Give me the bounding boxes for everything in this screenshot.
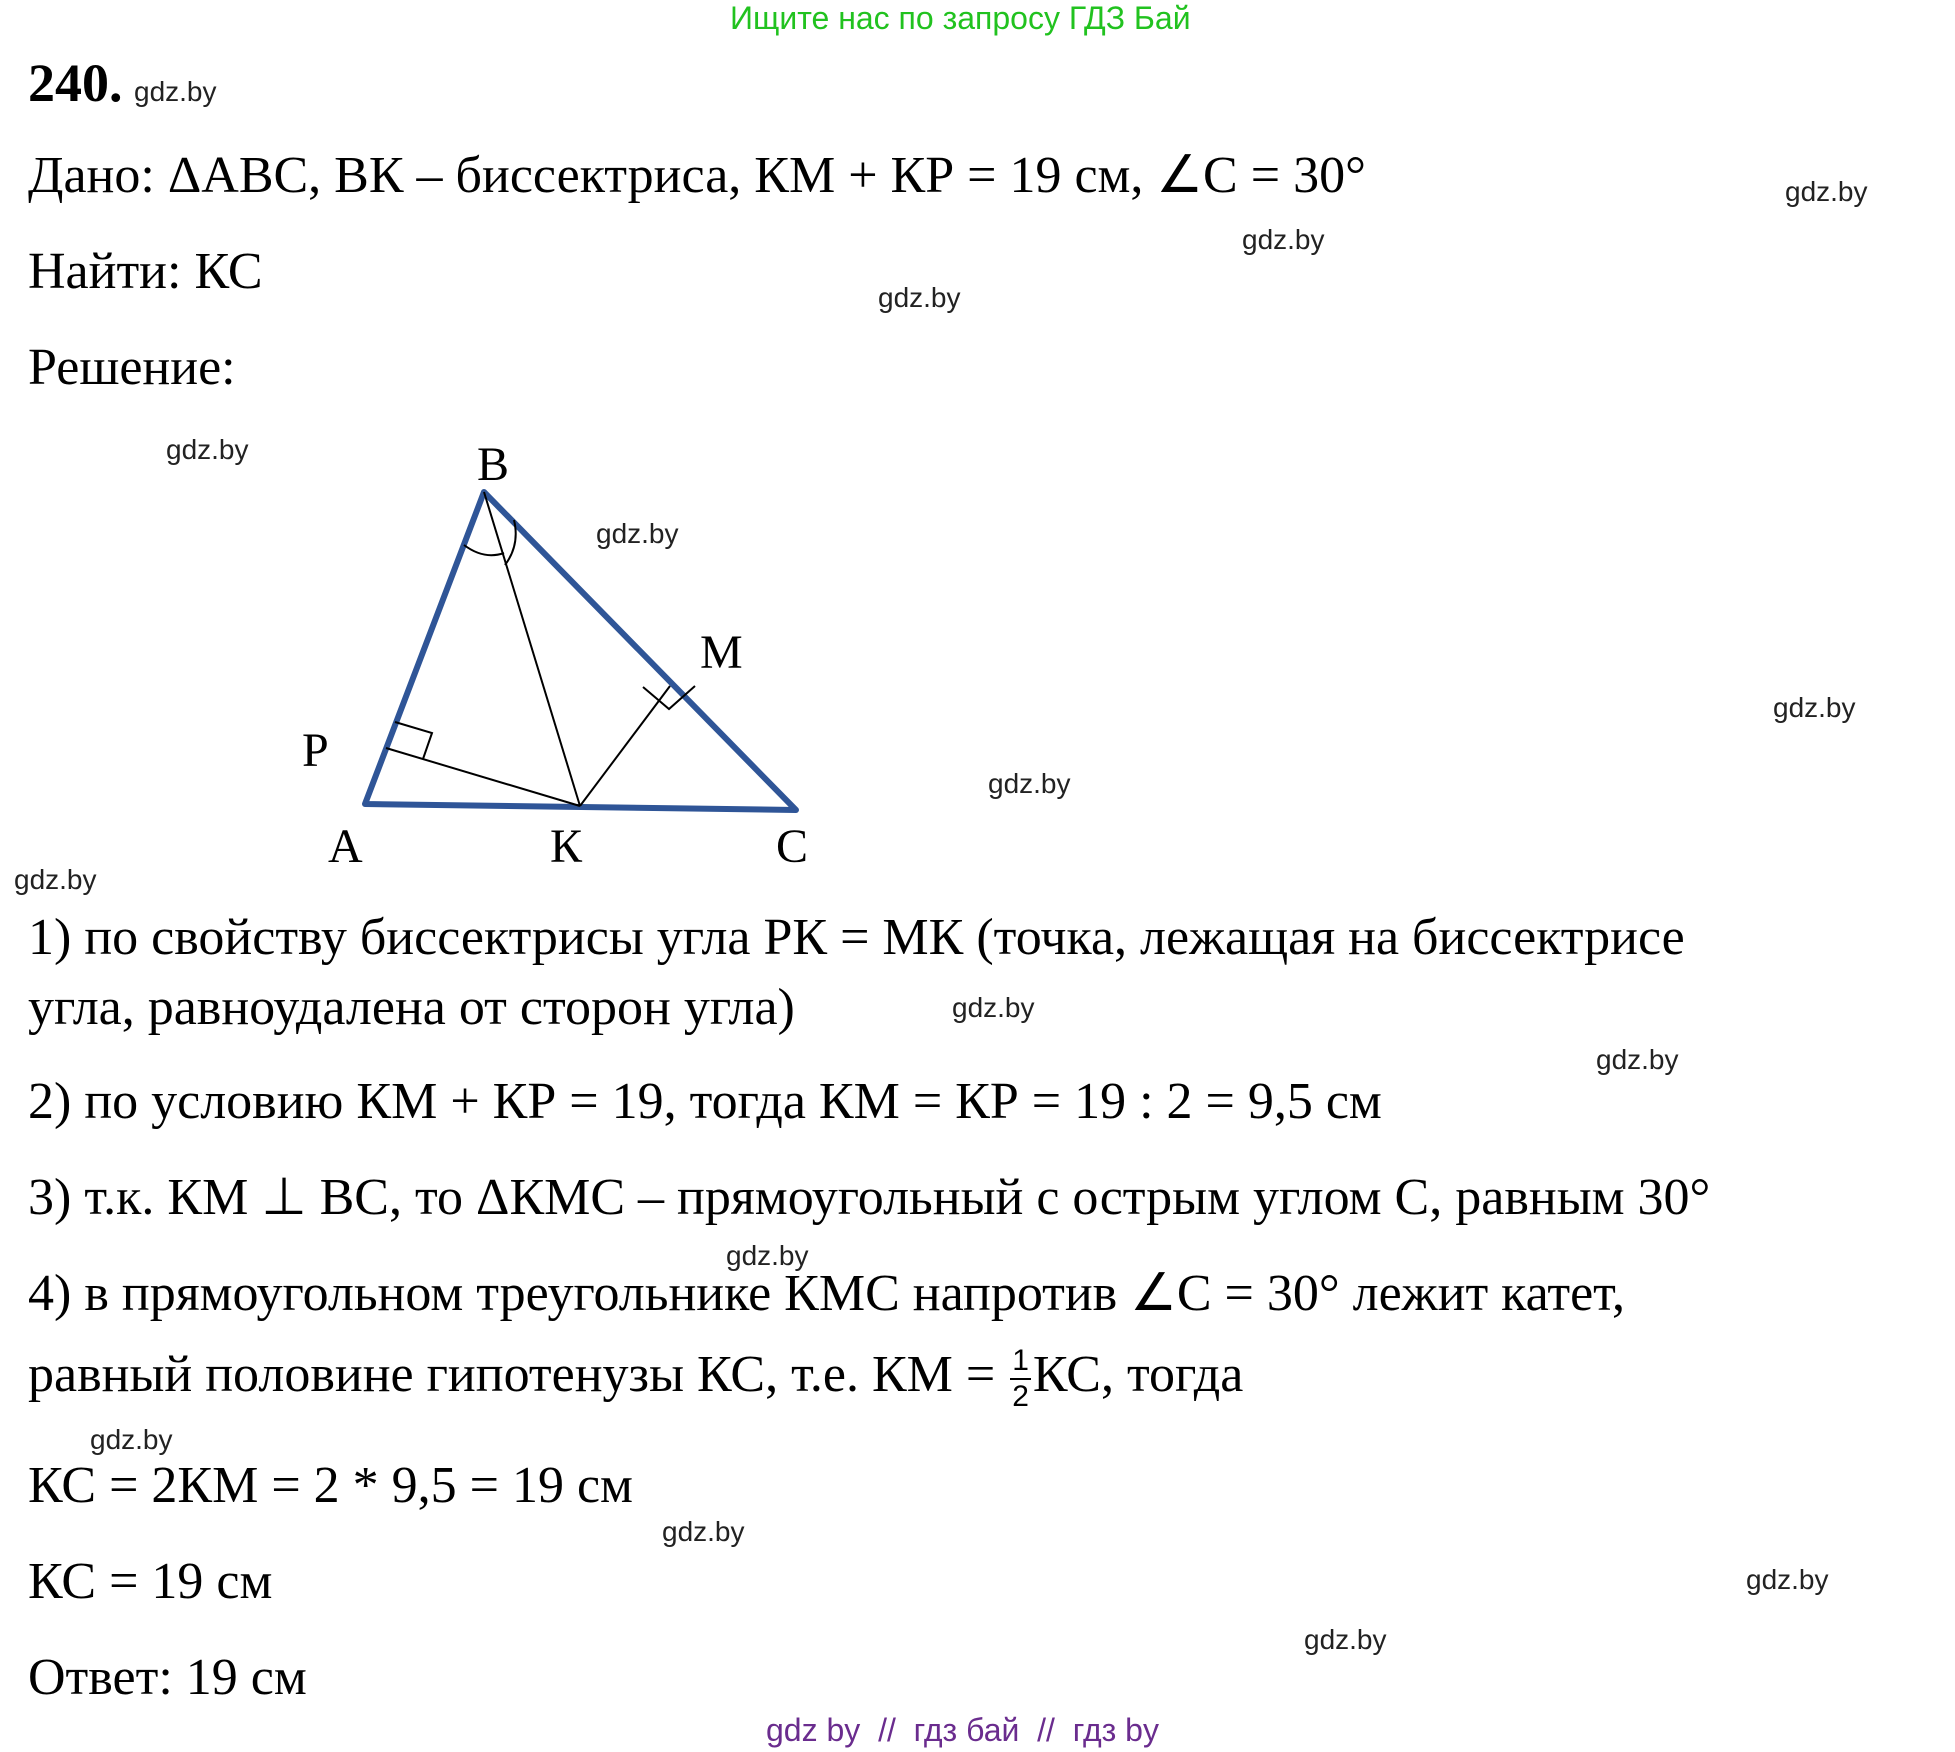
step-1-line-2: угла, равноудалена от сторон угла) xyxy=(28,979,795,1036)
label-a: A xyxy=(328,820,363,873)
label-k: К xyxy=(550,820,583,873)
label-p: P xyxy=(302,724,329,777)
watermark: gdz.by xyxy=(1596,1044,1679,1075)
perpendicular-kp xyxy=(386,748,580,806)
watermark: gdz.by xyxy=(952,992,1035,1023)
watermark: gdz.by xyxy=(662,1516,745,1547)
footer-links[interactable]: gdz by // гдз бай // гдз by xyxy=(766,1712,1159,1748)
watermark: gdz.by xyxy=(14,864,97,895)
label-m: M xyxy=(700,626,743,679)
step-4-line-1: 4) в прямоугольном треугольнике КМС напротив ∠С = 30° лежит катет, xyxy=(28,1265,1625,1322)
step-2: 2) по условию КМ + КР = 19, тогда КМ = КР = 19 : 2 = 9,5 см xyxy=(28,1073,1382,1130)
step-3: 3) т.к. КМ ⊥ ВС, то ΔКМС – прямоугольный с острым углом С, равным 30° xyxy=(28,1169,1711,1226)
step-4-line-2-pre: равный половине гипотенузы КС, т.е. КМ = xyxy=(28,1345,1009,1403)
watermark: gdz.by xyxy=(134,76,217,107)
problem-number: 240. xyxy=(28,53,123,113)
fraction-denominator: 2 xyxy=(1012,1380,1029,1413)
step-1-line-1: 1) по свойству биссектрисы угла РК = МК (точка, лежащая на биссектрисе xyxy=(28,909,1685,966)
right-angle-p xyxy=(395,722,432,759)
step-4-line-2 xyxy=(28,1346,1243,1412)
watermark: gdz.by xyxy=(1746,1564,1829,1595)
top-banner[interactable]: Ищите нас по запросу ГДЗ Бай xyxy=(730,0,1191,36)
label-c: C xyxy=(776,820,809,873)
watermark: gdz.by xyxy=(1773,692,1856,723)
watermark: gdz.by xyxy=(1304,1624,1387,1655)
perpendicular-km xyxy=(580,686,670,806)
calc-1: КС = 2КМ = 2 * 9,5 = 19 см xyxy=(28,1457,633,1514)
watermark: gdz.by xyxy=(90,1424,173,1455)
watermark: gdz.by xyxy=(726,1240,809,1271)
given-text: Дано: ΔАВС, ВК – биссектриса, КМ + КР = 19 см, ∠С = 30° xyxy=(28,147,1366,204)
fraction-one-half xyxy=(1010,1346,1031,1412)
watermark: gdz.by xyxy=(1785,176,1868,207)
find-text: Найти: КС xyxy=(28,243,263,300)
calc-2: КС = 19 см xyxy=(28,1553,273,1610)
watermark: gdz.by xyxy=(878,282,961,313)
watermark: gdz.by xyxy=(988,768,1071,799)
answer: Ответ: 19 см xyxy=(28,1649,307,1706)
angle-arc-left xyxy=(464,545,504,555)
watermark: gdz.by xyxy=(596,518,679,549)
watermark: gdz.by xyxy=(1242,224,1325,255)
watermark: gdz.by xyxy=(166,434,249,465)
label-b: B xyxy=(477,438,510,491)
fraction-numerator: 1 xyxy=(1010,1346,1031,1380)
step-4-line-2-post: КС, тогда xyxy=(1032,1345,1244,1403)
solution-label: Решение: xyxy=(28,339,236,396)
